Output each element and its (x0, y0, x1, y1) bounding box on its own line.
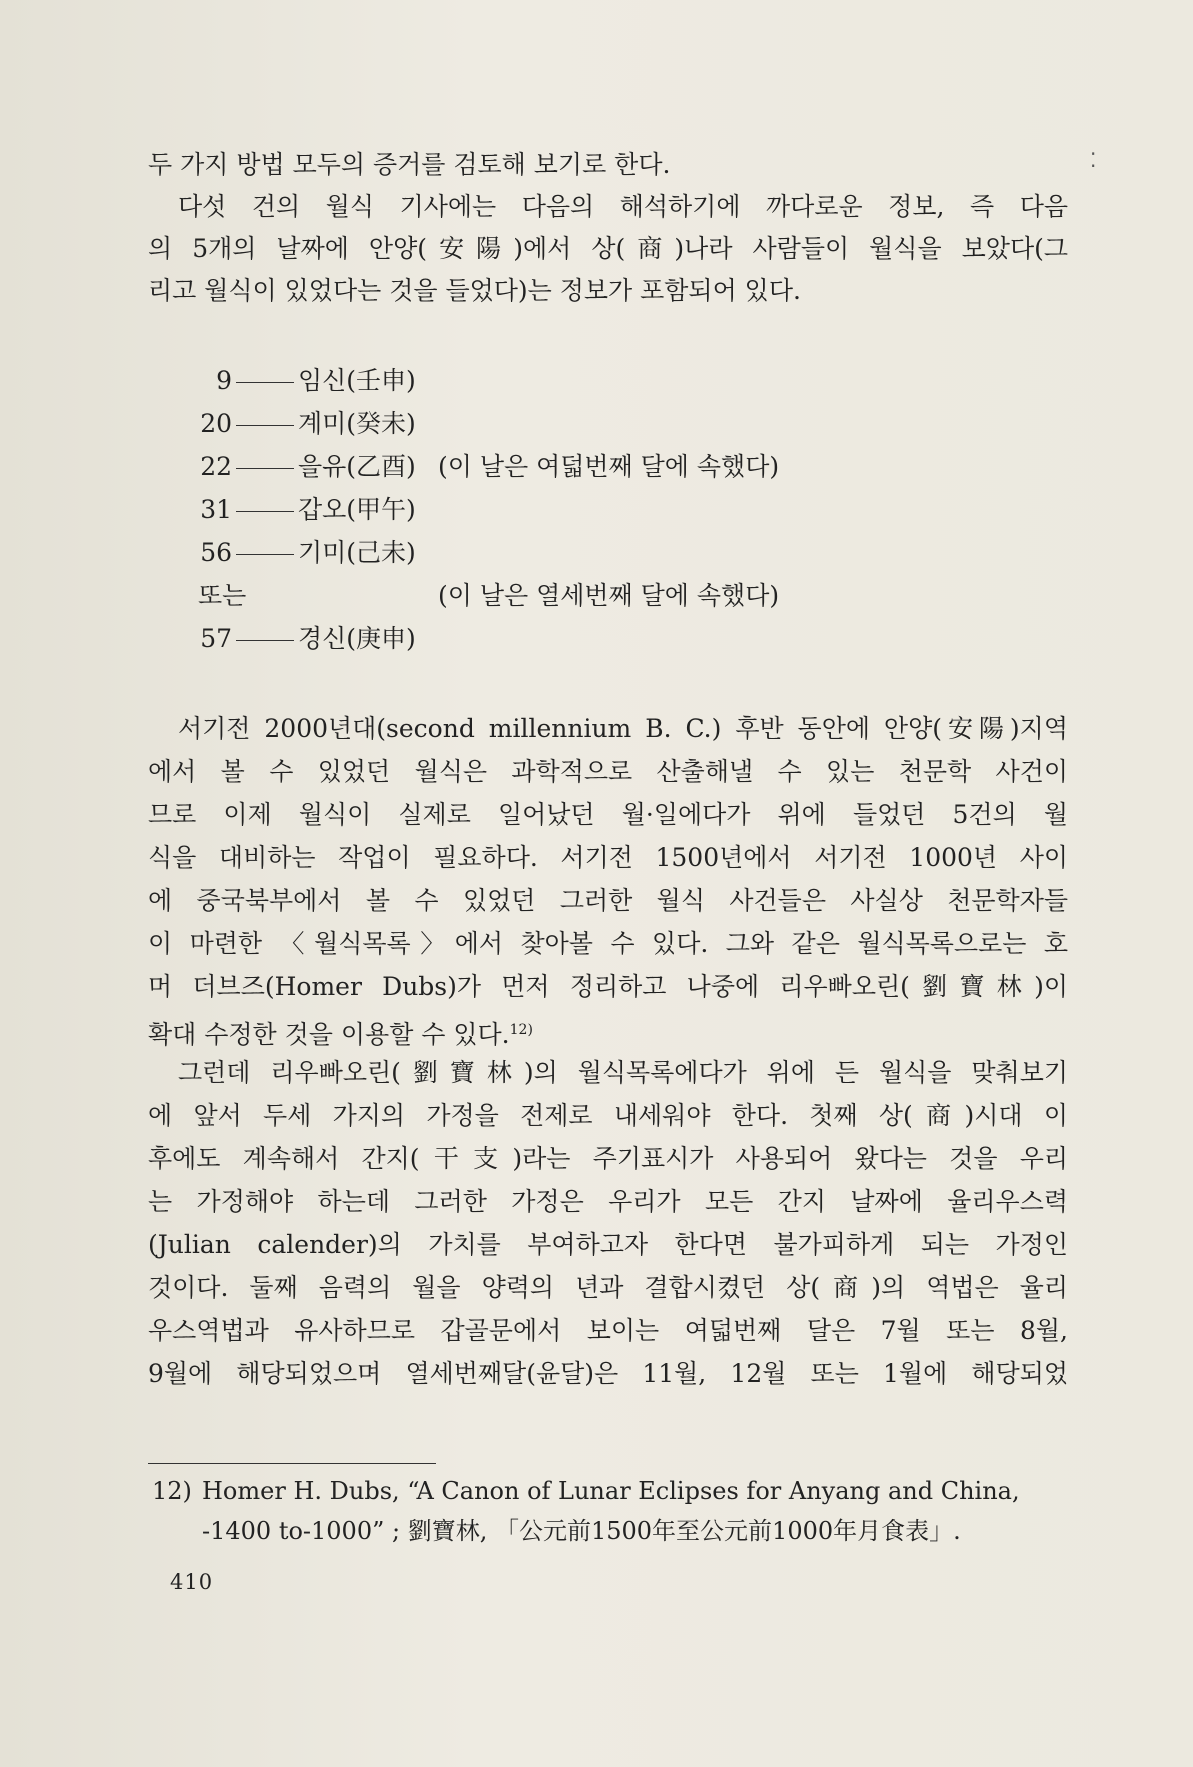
list-item-or: 또는 (이 날은 열세번째 달에 속했다) (198, 579, 246, 613)
list-note: (이 날은 여덟번째 달에 속했다) (438, 452, 780, 481)
footnote-line: Homer H. Dubs, “A Canon of Lunar Eclipses for Anyang and China, (202, 1477, 1020, 1505)
footnote-line: -1400 to-1000” ; 劉寶林, 「公元前1500年至公元前1000年月食表」. (202, 1517, 961, 1545)
para3-line: 후에도 계속해서 간지(干支)라는 주기표시가 사용되어 왔다는 것을 우리 (148, 1144, 1068, 1173)
para3-line: 우스역법과 유사하므로 갑골문에서 보이는 여덟번째 달은 7월 또는 8월, (148, 1316, 1068, 1345)
para2-line: 에서 볼 수 있었던 월식은 과학적으로 산출해낼 수 있는 천문학 사건이 (148, 757, 1068, 786)
list-note: (이 날은 열세번째 달에 속했다) (438, 581, 780, 610)
para3-line: 것이다. 둘째 음력의 월을 양력의 년과 결합시켰던 상(商)의 역법은 율리 (148, 1273, 1068, 1302)
para3-line: 에 앞서 두세 가지의 가정을 전제로 내세워야 한다. 첫째 상(商)시대 이 (148, 1101, 1068, 1130)
list-item: 20 계미(癸未) (200, 409, 416, 438)
para2-line: 머 더브즈(Homer Dubs)가 먼저 정리하고 나중에 리우빠오린(劉寶林)이 (148, 972, 1068, 1001)
para3-line: (Julian calender)의 가치를 부여하고자 한다면 불가피하게 되는 가정인 (148, 1230, 1068, 1259)
footnote-divider (148, 1463, 436, 1464)
para2-line: 서기전 2000년대(second millennium B. C.) 후반 동안에 안양(安陽)지역 (178, 714, 1068, 743)
list-item: 22 을유(乙酉) (이 날은 여덟번째 달에 속했다) (198, 450, 416, 484)
intro-line: 두 가지 방법 모두의 증거를 검토해 보기로 한다. (148, 150, 671, 179)
para2-line: 이 마련한 〈월식목록〉에서 찾아볼 수 있다. 그와 같은 월식목록으로는 호 (148, 929, 1068, 958)
para1-line: 리고 월식이 있었다는 것을 들었다)는 정보가 포함되어 있다. (148, 276, 801, 305)
para1-line: 의 5개의 날짜에 안양(安陽)에서 상(商)나라 사람들이 월식을 보았다(그 (148, 234, 1068, 263)
para2-line: 식을 대비하는 작업이 필요하다. 서기전 1500년에서 서기전 1000년 사이 (148, 843, 1068, 872)
footnote-number: 12) (152, 1477, 192, 1505)
list-item: 57 경신(庚申) (200, 624, 416, 653)
margin-mark: ⁚ (1090, 148, 1097, 172)
page-number: 410 (170, 1570, 214, 1594)
list-item: 31 갑오(甲午) (200, 495, 416, 524)
list-item: 9 임신(壬申) (216, 366, 416, 395)
footnote-ref: 12) (509, 1022, 533, 1038)
para3-line: 는 가정해야 하는데 그러한 가정은 우리가 모든 간지 날짜에 율리우스력 (148, 1187, 1068, 1216)
para2-line: 에 중국북부에서 볼 수 있었던 그러한 월식 사건들은 사실상 천문학자들 (148, 886, 1068, 915)
para1-line: 다섯 건의 월식 기사에는 다음의 해석하기에 까다로운 정보, 즉 다음 (178, 192, 1068, 221)
list-item: 56 기미(己未) (200, 538, 416, 567)
para2-last-line: 확대 수정한 것을 이용할 수 있다.$^{12)}$ (148, 1020, 533, 1049)
para2-line: 므로 이제 월식이 실제로 일어났던 월·일에다가 위에 들었던 5건의 월 (148, 800, 1068, 829)
para3-line: 그런데 리우빠오린(劉寶林)의 월식목록에다가 위에 든 월식을 맞춰보기 (178, 1058, 1068, 1087)
para3-line: 9월에 해당되었으며 열세번째달(윤달)은 11월, 12월 또는 1월에 해당되었 (148, 1359, 1068, 1388)
